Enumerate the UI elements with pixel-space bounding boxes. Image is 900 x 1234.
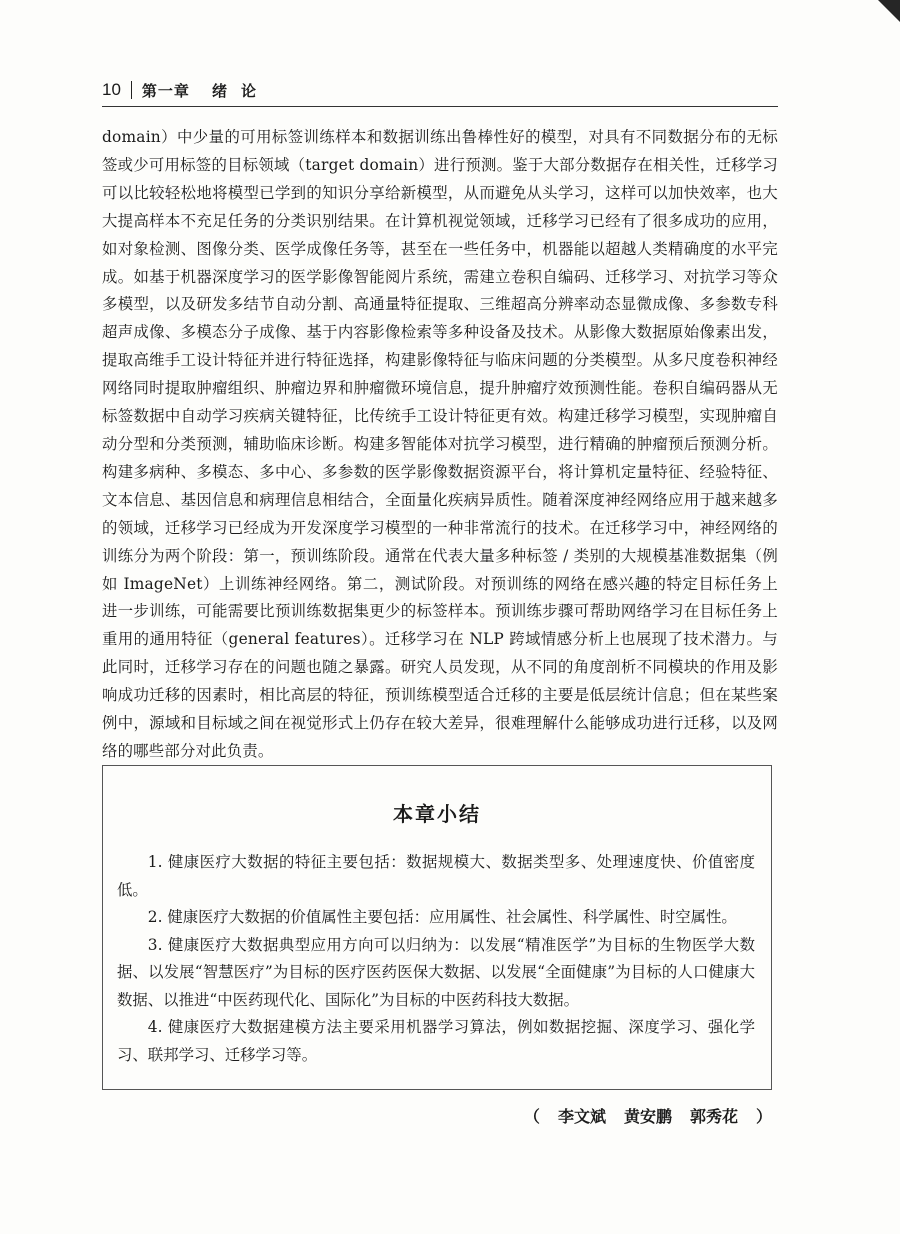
running-header <box>102 78 778 102</box>
page-corner-mark <box>878 0 900 22</box>
authors-open-paren: （ <box>523 1107 540 1126</box>
summary-item: 2. 健康医疗大数据的价值属性主要包括：应用属性、社会属性、科学属性、时空属性。 <box>147 908 737 926</box>
summary-title: 本章小结 <box>393 802 481 826</box>
author-name: 李文斌 <box>557 1107 606 1126</box>
author-name: 郭秀花 <box>689 1107 738 1126</box>
summary-item: 1. 健康医疗大数据的特征主要包括：数据规模大、数据类型多、处理速度快、价值密度低。 <box>117 853 755 899</box>
summary-list <box>103 849 771 1069</box>
body-text <box>102 124 778 766</box>
authors-line <box>524 1104 772 1127</box>
header-rule <box>102 106 778 107</box>
body-paragraph: domain）中少量的可用标签训练样本和数据训练出鲁棒性好的模型，对具有不同数据分布的无标签或少可用标签的目标领域（target domain）进行预测。鉴于大部分数据存在相关性，迁移学习可以比较轻松地将模型已学到的知识分享给新模型，从而避免从头学习，这样可以加快效率，也大大提高样本不充足任务的分类识别结果。在计算机视觉领域，迁移学习已经有了很多成功的应用，如对象检测、图像分类、医学成像任务等，甚至在一些任务中，机器能以超越人类精确度的水平完成。如基于机器深度学习的医学影像智能阅片系统，需建立卷积自编码、迁移学习、对抗学习等众多模型，以及研发多结节自动分割、高通量特征提取、三维超高分辨率动态显微成像、多参数专科超声成像、多模态分子成像、基于内容影像检索等多种设备及技术。从影像大数据原始像素出发，提取高维手工设计特征并进行特征选择，构建影像特征与临床问题的分类模型。从多尺度卷积神经网络同时提取肿瘤组织、肿瘤边界和肿瘤微环境信息，提升肿瘤疗效预测性能。卷积自编码器从无标签数据中自动学习疾病关键特征，比传统手工设计特征更有效。构建迁移学习模型，实现肿瘤自动分型和分类预测，辅助临床诊断。构建多智能体对抗学习模型，进行精确的肿瘤预后预测分析。构建多病种、多模态、多中心、多参数的医学影像数据资源平台，将计算机定量特征、经验特征、文本信息、基因信息和病理信息相结合，全面量化疾病异质性。随着深度神经网络应用于越来越多的领域，迁移学习已经成为开发深度学习模型的一种非常流行的技术。在迁移学习中，神经网络的训练分为两个阶段：第一，预训练阶段。通常在代表大量多种标签 / 类别的大规模基准数据集（例如 ImageNet）上训练神经网络。第二，测试阶段。对预训练的网络在感兴趣的特定目标任务上进一步训练，可能需要比预训练数据集更少的标签样本。预训练步骤可帮助网络学习在目标任务上重用的通用特征（general features）。迁移学习在 NLP 跨域情感分析上也展现了技术潜力。与此同时，迁移学习存在的问题也随之暴露。研究人员发现，从不同的角度剖析不同模块的作用及影响成功迁移的因素时，相比高层的特征，预训练模型适合迁移的主要是低层统计信息；但在某些案例中，源域和目标域之间在视觉形式上仍存在较大差异，很难理解什么能够成功进行迁移，以及网络的哪些部分对此负责。 <box>102 128 778 760</box>
chapter-summary-box <box>102 765 772 1090</box>
chapter-label: 第一章 <box>141 81 190 100</box>
authors-close-paren: ） <box>755 1107 772 1126</box>
author-name: 黄安鹏 <box>623 1107 672 1126</box>
summary-item: 3. 健康医疗大数据典型应用方向可以归纳为：以发展“精准医学”为目标的生物医学大数据、以发展“智慧医疗”为目标的医疗医药医保大数据、以发展“全面健康”为目标的人口健康大数据、以推进“中医药现代化、国际化”为目标的中医药科技大数据。 <box>117 935 755 1009</box>
page-number: 10 <box>102 80 121 99</box>
header-separator <box>131 81 132 99</box>
summary-item: 4. 健康医疗大数据建模方法主要采用机器学习算法，例如数据挖掘、深度学习、强化学习、联邦学习、迁移学习等。 <box>117 1018 755 1064</box>
chapter-title: 绪论 <box>211 81 270 100</box>
